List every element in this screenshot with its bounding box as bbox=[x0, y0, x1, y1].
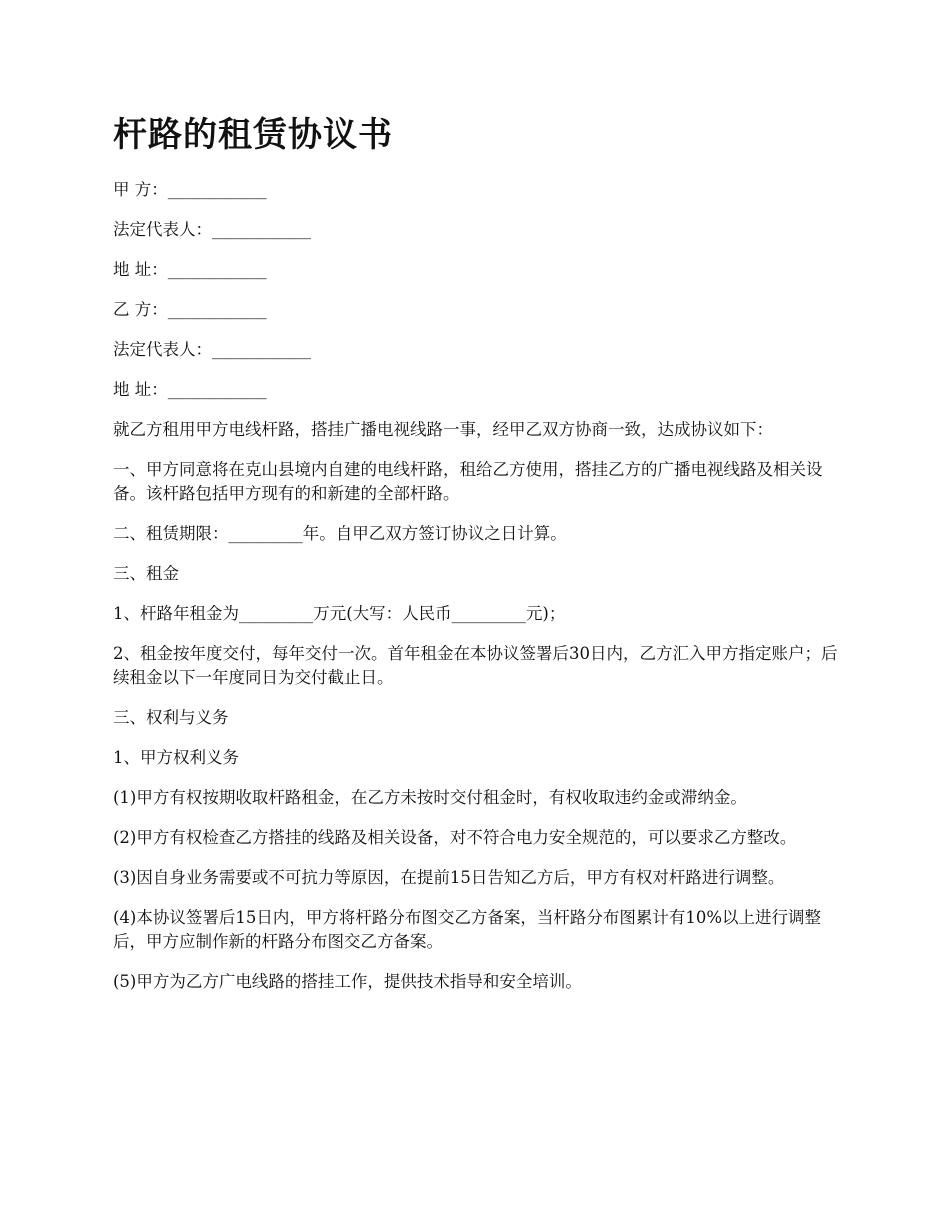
rights-obligations-heading: 三、权利与义务 bbox=[113, 708, 229, 727]
party-a-right-2: (2)甲方有权检查乙方搭挂的线路及相关设备，对不符合电力安全规范的，可以要求乙方整改。 bbox=[113, 828, 797, 847]
document-page bbox=[113, 110, 853, 1010]
clause-3-heading: 三、租金 bbox=[113, 564, 179, 583]
party-a-right-1: (1)甲方有权按期收取杆路租金，在乙方未按时交付租金时，有权收取违约金或滞纳金。 bbox=[113, 788, 747, 807]
document-title: 杆路的租赁协议书 bbox=[113, 115, 393, 155]
rent-payment-paragraph: 2、租金按年度交付，每年交付一次。首年租金在本协议签署后30日内，乙方汇入甲方指定账户；后续租金以下一年度同日为交付截止日。 bbox=[113, 644, 838, 687]
party-b-representative-line: 法定代表人：____________ bbox=[113, 340, 311, 359]
party-a-address-line: 地 址：____________ bbox=[113, 260, 267, 279]
party-a-rights-heading: 1、甲方权利义务 bbox=[113, 748, 239, 767]
party-b-line: 乙 方：____________ bbox=[113, 300, 267, 319]
party-b-address-line: 地 址：____________ bbox=[113, 380, 267, 399]
preamble-paragraph: 就乙方租用甲方电线杆路，搭挂广播电视线路一事，经甲乙双方协商一致，达成协议如下： bbox=[113, 420, 773, 439]
party-a-right-4: (4)本协议签署后15日内，甲方将杆路分布图交乙方备案，当杆路分布图累计有10%以上进行调整后，甲方应制作新的杆路分布图交乙方备案。 bbox=[113, 908, 822, 951]
party-a-right-3: (3)因自身业务需要或不可抗力等原因，在提前15日告知乙方后，甲方有权对杆路进行调整。 bbox=[113, 868, 785, 887]
party-a-line: 甲 方：____________ bbox=[113, 180, 267, 199]
party-a-right-5: (5)甲方为乙方广电线路的搭挂工作，提供技术指导和安全培训。 bbox=[113, 972, 582, 991]
rent-amount-paragraph: 1、杆路年租金为_________万元(大写：人民币_________元)； bbox=[113, 604, 566, 623]
clause-2-paragraph: 二、租赁期限：_________年。自甲乙双方签订协议之日计算。 bbox=[113, 524, 567, 543]
party-a-representative-line: 法定代表人：____________ bbox=[113, 220, 311, 239]
clause-1-paragraph: 一、甲方同意将在克山县境内自建的电线杆路，租给乙方使用，搭挂乙方的广播电视线路及相关设备。该杆路包括甲方现有的和新建的全部杆路。 bbox=[113, 460, 823, 503]
